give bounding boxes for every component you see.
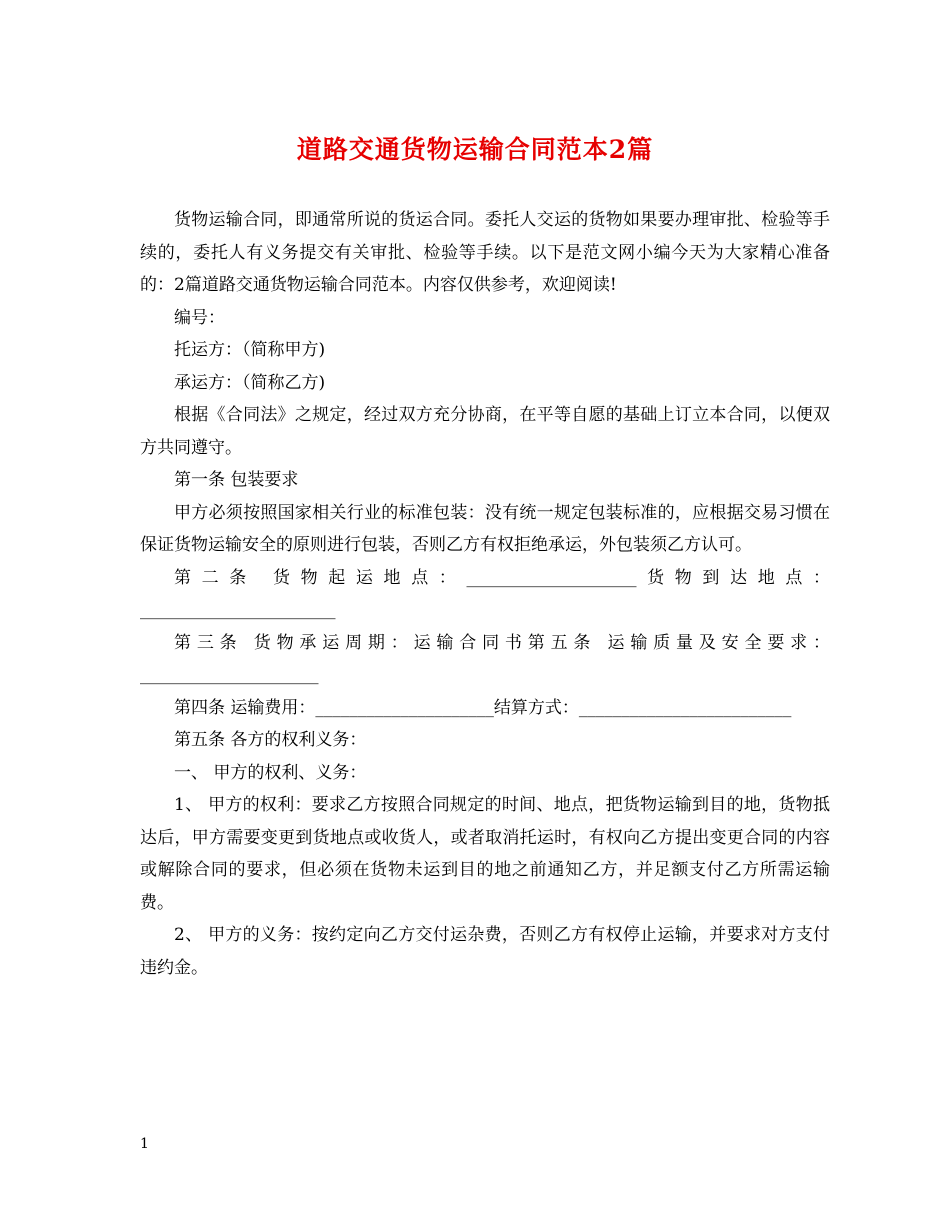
document-body	[140, 204, 830, 984]
article-1-body: 甲方必须按照国家相关行业的标准包装：没有统一规定包装标准的，应根据交易习惯在保证货物运输安全的原则进行包装，否则乙方有权拒绝承运，外包装须乙方认可。	[140, 502, 830, 555]
paragraph-intro: 货物运输合同，即通常所说的货运合同。委托人交运的货物如果要办理审批、检验等手续的，委托人有义务提交有关审批、检验等手续。以下是范文网小编今天为大家精心准备的：2篇道路交通货物运输合同范本。内容仅供参考，欢迎阅读!	[140, 210, 830, 295]
party-a-heading: 一、 甲方的权利、义务：	[174, 762, 367, 783]
article-3: 第三条 货物承运周期：运输合同书第五条 运输质量及安全要求：_____________________	[140, 632, 830, 685]
article-5-heading: 第五条 各方的权利义务：	[174, 730, 367, 750]
page-number: 1	[140, 1136, 149, 1152]
paragraph-shipper: 托运方：（简称甲方)	[174, 340, 326, 360]
party-a-obligations: 2、 甲方的义务：按约定向乙方交付运杂费，否则乙方有权停止运输，并要求对方支付违约金。	[140, 925, 830, 978]
article-1-heading: 第一条 包装要求	[174, 470, 299, 490]
paragraph-carrier: 承运方：（简称乙方)	[174, 372, 326, 393]
party-a-rights: 1、 甲方的权利：要求乙方按照合同规定的时间、地点，把货物运输到目的地，货物抵达后，甲方需要变更到货地点或收货人，或者取消托运时，有权向乙方提出变更合同的内容或解除合同的要求，但必须在货物未运到目的地之前通知乙方，并足额支付乙方所需运输费。	[140, 795, 830, 913]
paragraph-basis: 根据《合同法》之规定，经过双方充分协商，在平等自愿的基础上订立本合同，以便双方共同遵守。	[140, 405, 830, 458]
article-4: 第四条 运输费用：_____________________结算方式：_________________________	[174, 697, 792, 718]
paragraph-number: 编号：	[174, 307, 225, 328]
article-2: 第二条 货物起运地点：____________________货物到达地点：_______________________	[140, 567, 830, 620]
document-title: 道路交通货物运输合同范本2篇	[296, 135, 654, 164]
